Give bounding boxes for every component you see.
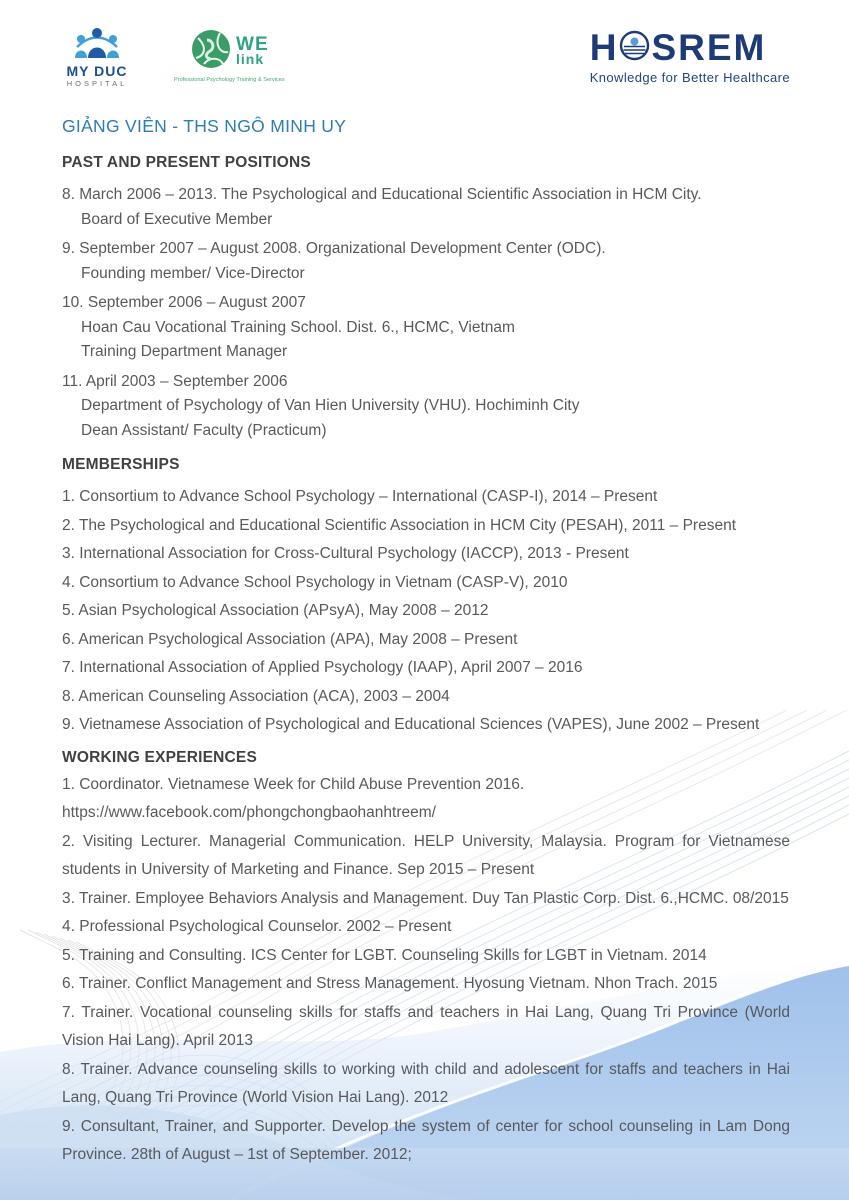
myduc-logo-subtitle: HOSPITAL [66,79,128,88]
hosrem-globe-icon [619,30,650,66]
experience-item: 3. Trainer. Employee Behaviors Analysis and Management. Duy Tan Plastic Corp. Dist. 6.,HCMC. 08/2015 [62,889,789,907]
membership-item: 1. Consortium to Advance School Psychology – International (CASP-I), 2014 – Present [62,488,658,505]
experience-item: 2. Visiting Lecturer. Managerial Communication. HELP University, Malaysia. Program for Vietnamese students in University of Marketing and Finance. Sep 2015 – Present [62,832,790,878]
position-item [62,291,790,365]
experience-item: 6. Trainer. Conflict Management and Stress Management. Hyosung Vietnam. Nhon Trach. 2015 [62,975,718,992]
experience-item: 4. Professional Psychological Counselor. 2002 – Present [62,918,452,935]
myduc-hospital-logo [62,26,132,88]
position-line: 11. April 2003 – September 2006 [62,372,288,390]
membership-item: 6. American Psychological Association (APA), May 2008 – Present [62,630,518,648]
memberships-section-heading: MEMBERSHIPS [62,456,180,473]
membership-item: 4. Consortium to Advance School Psychology in Vietnam (CASP-V), 2010 [62,573,568,591]
memberships-list [62,483,790,740]
membership-item: 8. American Counseling Association (ACA), 2003 – 2004 [62,687,450,705]
experience-item: 7. Trainer. Vocational counseling skills for staffs and teachers in Hai Lang, Quang Tri Province (World Vision Hai Lang). April 2013 [62,1003,790,1049]
header [62,0,790,88]
position-item [62,370,790,444]
position-line: Hoan Cau Vocational Training School. Dist. 6., HCMC, Vietnam [81,318,515,336]
position-line: Dean Assistant/ Faculty (Practicum) [81,421,327,439]
experiences-section-heading: WORKING EXPERIENCES [62,748,257,766]
positions-section-heading: PAST AND PRESENT POSITIONS [62,154,311,171]
experience-item: 9. Consultant, Trainer, and Supporter. Develop the system of center for school counseling in Lam Dong Province. 28th of August – 1st of September. 2012; [62,1117,790,1163]
position-line: Board of Executive Member [81,210,273,228]
position-line: Founding member/ Vice-Director [81,264,305,282]
experiences-list [62,771,790,1170]
position-line: 8. March 2006 – 2013. The Psychological and Educational Scientific Association in HCM City. [62,186,702,203]
membership-item: 2. The Psychological and Educational Scientific Association in HCM City (PESAH), 2011 – Present [62,516,737,534]
membership-item: 3. International Association for Cross-Cultural Psychology (IACCP), 2013 - Present [62,545,629,562]
position-line: 9. September 2007 – August 2008. Organizational Development Center (ODC). [62,240,606,257]
hosrem-logo-tagline: Knowledge for Better Healthcare [589,70,790,85]
position-line: Department of Psychology of Van Hien University (VHU). Hochiminh City [81,397,580,414]
membership-item: 9. Vietnamese Association of Psychological and Educational Sciences (VAPES), June 2002 – Present [62,716,760,733]
experience-facebook-url: https://www.facebook.com/phongchongbaohanhtreem/ [62,804,436,821]
experience-item: 1. Coordinator. Vietnamese Week for Child Abuse Prevention 2016. [62,775,525,793]
position-item [62,237,790,286]
myduc-logo-name: MY DUC [66,63,128,79]
page-title: GIẢNG VIÊN - THS NGÔ MINH UY [62,116,347,136]
hosrem-logo [589,27,790,85]
positions-list [62,183,790,443]
membership-item: 5. Asian Psychological Association (APsyA), May 2008 – 2012 [62,602,489,619]
welink-globe-icon [190,28,232,75]
experience-item: 8. Trainer. Advance counseling skills to working with child and adolescent for staffs and teachers in Hai Lang, Quang Tri Province (World Vision Hai Lang). 2012 [62,1060,790,1106]
hosrem-logo-right: SREM [651,27,767,68]
experience-item: 5. Training and Consulting. ICS Center for LGBT. Counseling Skills for LGBT in Vietnam. 2014 [62,946,707,964]
welink-logo-we: WE [236,33,269,55]
position-line: Training Department Manager [81,343,288,360]
position-line: 10. September 2006 – August 2007 [62,294,306,311]
position-item [62,183,790,232]
welink-logo [174,28,285,83]
membership-item: 7. International Association of Applied Psychology (IAAP), April 2007 – 2016 [62,659,583,676]
myduc-people-icon [70,26,124,63]
welink-logo-link: link [236,50,265,67]
welink-logo-tagline: Professional Psychology Training & Services [174,77,285,83]
hosrem-logo-left: H [589,27,619,68]
